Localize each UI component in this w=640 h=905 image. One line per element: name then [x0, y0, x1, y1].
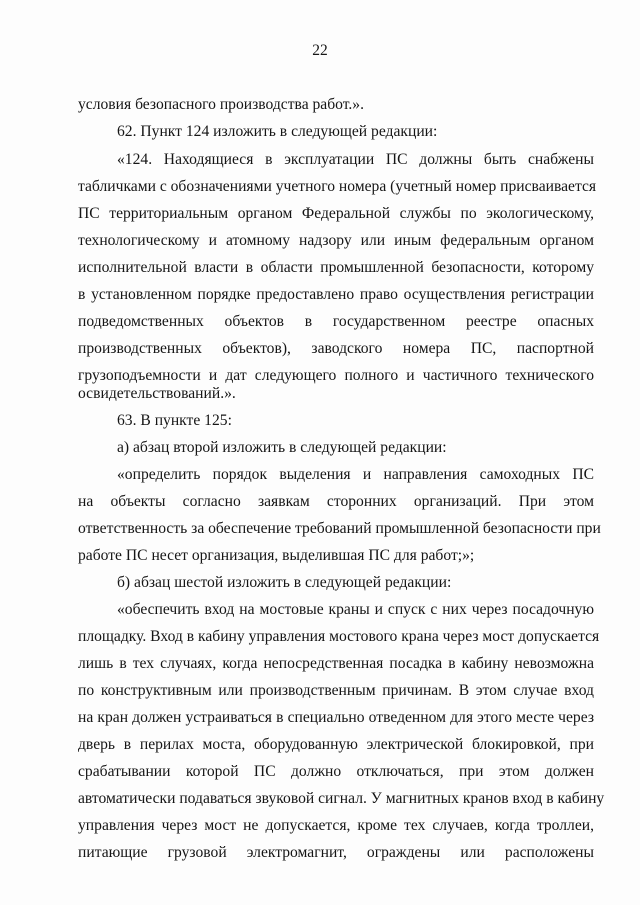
text-line: площадку. Вход в кабину управления мостового крана через мост допускается — [78, 628, 600, 645]
text-line: «определить порядок выделения и направления самоходных ПС — [117, 466, 594, 483]
text-line: работе ПС несет организация, выделившая ПС для работ;»; — [78, 547, 475, 564]
text-line: условия безопасного производства работ.». — [78, 96, 364, 113]
page-number: 22 — [312, 42, 328, 59]
text-line: 63. В пункте 125: — [117, 412, 232, 429]
text-line: подведомственных объектов в государственном реестре опасных — [78, 313, 594, 330]
text-line: а) абзац второй изложить в следующей редакции: — [117, 439, 447, 456]
text-line: исполнительной власти в области промышленной безопасности, которому — [78, 259, 594, 276]
text-line: срабатывании которой ПС должно отключаться, при этом должен — [78, 763, 594, 780]
text-line: освидетельствований.». — [78, 385, 236, 402]
text-line: лишь в тех случаях, когда непосредственная посадка в кабину невозможна — [78, 655, 594, 672]
text-line: на кран должен устраиваться в специально отведенном для этого месте через — [78, 709, 594, 726]
text-line: по конструктивным или производственным причинам. В этом случае вход — [78, 682, 594, 699]
text-line: в установленном порядке предоставлено право осуществления регистрации — [78, 286, 594, 303]
text-line: «124. Находящиеся в эксплуатации ПС должны быть снабжены — [117, 151, 594, 168]
text-line: производственных объектов), заводского номера ПС, паспортной — [78, 340, 594, 357]
text-line: ответственность за обеспечение требований промышленной безопасности при — [78, 520, 601, 537]
text-line: автоматически подаваться звуковой сигнал. У магнитных кранов вход в кабину — [78, 790, 605, 807]
text-line: управления через мост не допускается, кроме тех случаев, когда троллеи, — [78, 817, 594, 834]
text-line: ПС территориальным органом Федеральной службы по экологическому, — [78, 205, 594, 222]
text-line: технологическому и атомному надзору или иным федеральным органом — [78, 232, 594, 249]
text-line: табличками с обозначениями учетного номера (учетный номер присваивается — [78, 178, 597, 195]
text-line: б) абзац шестой изложить в следующей редакции: — [117, 574, 452, 591]
text-line: 62. Пункт 124 изложить в следующей редакции: — [117, 123, 438, 140]
text-line: «обеспечить вход на мостовые краны и спуск с них через посадочную — [117, 601, 594, 618]
text-line: грузоподъемности и дат следующего полного и частичного технического — [78, 367, 594, 384]
text-line: питающие грузовой электромагнит, ограждены или расположены — [78, 844, 594, 861]
text-line: на объекты согласно заявкам сторонних организаций. При этом — [78, 493, 594, 510]
text-line: дверь в перилах моста, оборудованную электрической блокировкой, при — [78, 736, 594, 753]
